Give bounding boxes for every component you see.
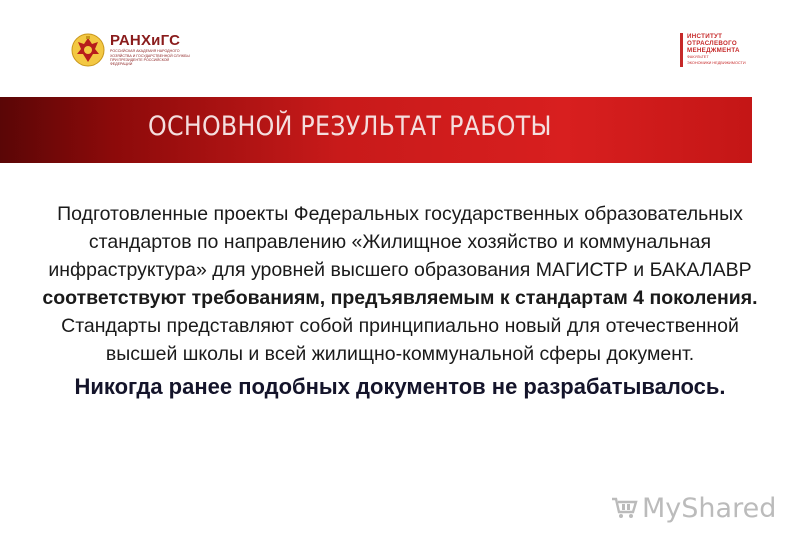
institute-line-2: ОТРАСЛЕВОГО: [687, 40, 737, 47]
ranepa-name: РАНХиГС: [110, 32, 181, 50]
institute-line-3: МЕНЕДЖМЕНТА: [687, 47, 740, 54]
ranepa-subtitle: РОССИЙСКАЯ АКАДЕМИЯ НАРОДНОГО ХОЗЯЙСТВА И ГОСУДАРСТВЕННОЙ СЛУЖБЫ ПРИ ПРЕЗИДЕНТЕ РОССИЙСКОЙ ФЕДЕРАЦИИ: [110, 49, 190, 67]
faculty-line-1: ФАКУЛЬТЕТ: [687, 55, 709, 59]
title-banner: [0, 97, 752, 163]
shopping-cart-icon: [610, 496, 638, 520]
watermark: [610, 488, 777, 528]
institute-logo-bar: [680, 33, 683, 67]
faculty-line-2: ЭКОНОМИКИ НЕДВИЖИМОСТИ: [687, 60, 746, 65]
paragraph-3: Никогда ранее подобных документов не разрабатывалось.: [74, 374, 726, 399]
ranepa-logo: [70, 30, 190, 70]
paragraph-2: Стандарты представляют собой принципиально новый для отечественной высшей школы и всей жилищно-коммунальной сферы документ.: [61, 315, 739, 365]
slide-body: [40, 200, 760, 404]
double-headed-eagle-emblem-icon: [70, 32, 106, 68]
institute-logo: [680, 33, 760, 69]
paragraph-1-bold: соответствуют требованиям, предъявляемым к стандартам 4 поколения.: [42, 287, 758, 309]
paragraph-1: [40, 200, 760, 312]
institute-line-1: ИНСТИТУТ: [687, 33, 723, 40]
watermark-text: MyShared: [642, 492, 777, 524]
paragraph-1-regular: Подготовленные проекты Федеральных государственных образовательных стандартов по направлению «Жилищное хозяйство и коммунальная инфраструктура» для уровней высшего образования МАГИСТР и БАКАЛАВР: [48, 203, 752, 281]
slide-title: ОСНОВНОЙ РЕЗУЛЬТАТ РАБОТЫ: [148, 111, 552, 142]
